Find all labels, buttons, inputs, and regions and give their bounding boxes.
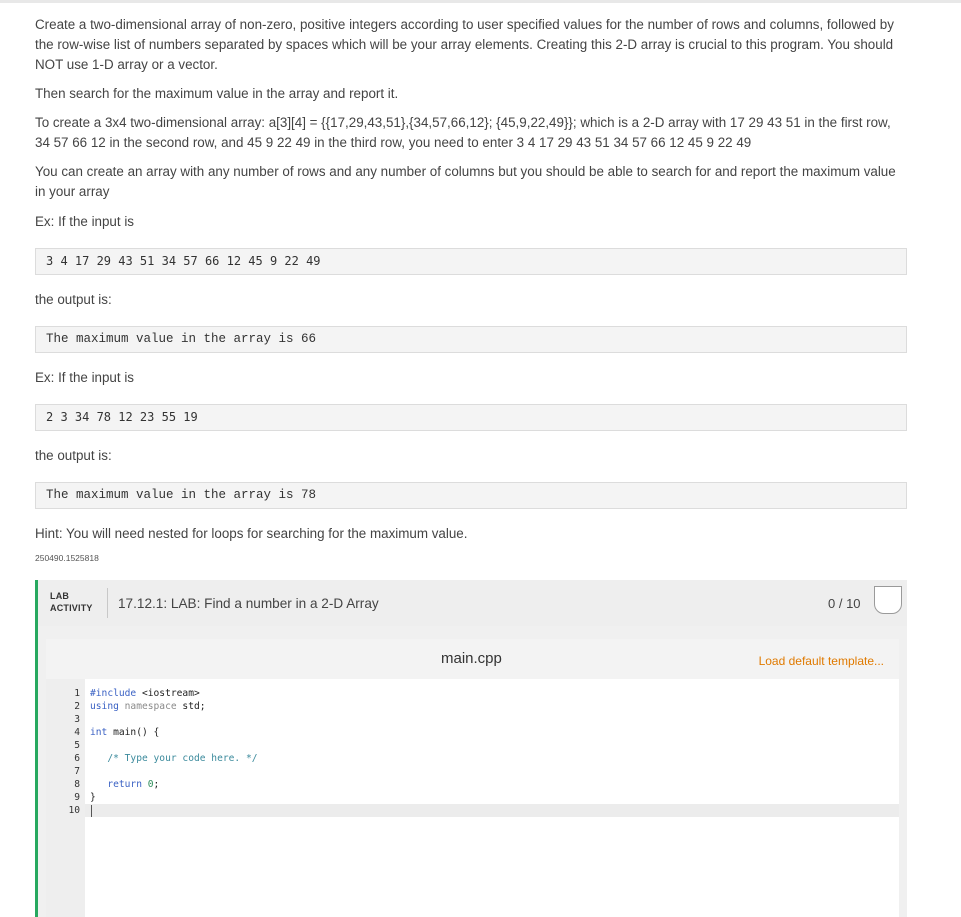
line-number: 7	[74, 766, 80, 777]
code-line	[46, 752, 899, 765]
line-number: 8	[74, 779, 80, 790]
code-editor	[46, 639, 899, 917]
code-line-text	[90, 778, 159, 791]
code-token: std;	[182, 701, 206, 712]
code-token: 0	[147, 779, 154, 790]
line-number: 1	[74, 688, 80, 699]
example-2-output-label: the output is:	[35, 448, 112, 463]
line-number: 10	[68, 805, 80, 816]
example-1-input: 3 4 17 29 43 51 34 57 66 12 45 9 22 49	[35, 248, 907, 275]
code-line	[46, 778, 899, 791]
lab-activity-tag	[50, 590, 93, 614]
code-token: ;	[153, 779, 160, 790]
code-line	[46, 726, 899, 739]
line-number: 5	[74, 740, 80, 751]
code-line	[46, 713, 899, 726]
hint-text: Hint: You will need nested for loops for searching for the maximum value.	[35, 526, 468, 541]
file-name: main.cpp	[441, 650, 502, 667]
line-number: 9	[74, 792, 80, 803]
line-number: 4	[74, 727, 80, 738]
lab-header	[38, 580, 907, 626]
example-2-input: 2 3 34 78 12 23 55 19	[35, 404, 907, 431]
example-1-output: The maximum value in the array is 66	[35, 326, 907, 353]
code-token	[90, 779, 107, 790]
code-token: #include	[90, 688, 142, 699]
code-token: using	[90, 701, 125, 712]
code-line-text	[90, 726, 159, 739]
lab-tag-line-1: LAB	[50, 591, 70, 601]
example-1-input-label: Ex: If the input is	[35, 214, 134, 229]
text-cursor	[91, 805, 92, 817]
description-paragraph-2: Then search for the maximum value in the array and report it.	[35, 86, 399, 101]
lab-title: 17.12.1: LAB: Find a number in a 2-D Array	[118, 596, 379, 611]
code-token: int	[90, 727, 114, 738]
lab-tag-line-2: ACTIVITY	[50, 603, 93, 613]
problem-description	[35, 15, 907, 202]
code-token: /* Type your code here. */	[90, 753, 258, 764]
code-token: namespace	[124, 701, 183, 712]
code-line-text	[90, 687, 200, 700]
code-token: return	[107, 779, 148, 790]
example-2-output: The maximum value in the array is 78	[35, 482, 907, 509]
example-2-input-label: Ex: If the input is	[35, 370, 134, 385]
editor-toolbar	[46, 639, 899, 679]
code-token: main() {	[113, 727, 160, 738]
line-number: 2	[74, 701, 80, 712]
code-line-text	[90, 791, 96, 804]
line-number: 3	[74, 714, 80, 725]
code-line	[46, 739, 899, 752]
description-paragraph-4: You can create an array with any number of rows and any number of columns but you should be able to search for and report the maximum value in your array	[35, 164, 896, 199]
example-1-output-label: the output is:	[35, 292, 112, 307]
line-number: 6	[74, 753, 80, 764]
problem-id: 250490.1525818	[35, 553, 99, 563]
code-line	[46, 791, 899, 804]
code-line	[46, 765, 899, 778]
load-default-template-link[interactable]: Load default template...	[758, 654, 884, 668]
lab-score: 0 / 10	[828, 596, 861, 611]
code-line-text	[90, 700, 206, 713]
score-badge-icon	[874, 586, 902, 614]
description-paragraph-3: To create a 3x4 two-dimensional array: a[3][4] = {{17,29,43,51},{34,57,66,12}; {45,9,22,49}}; which is a 2-D array with 17 29 43 51 in the first row, 34 57 66 12 in the second row, and 45 9 22 49 in the third row, you need to enter 3 4 17 29 43 51 34 57 66 12 45 9 22 49	[35, 115, 891, 150]
code-line	[46, 804, 899, 817]
code-token: <iostream>	[141, 688, 200, 699]
code-line	[46, 700, 899, 713]
code-token: }	[90, 792, 96, 803]
code-line-text	[90, 752, 258, 765]
lab-activity-panel	[35, 580, 907, 917]
description-paragraph-1: Create a two-dimensional array of non-zero, positive integers according to user specified values for the number of rows and columns, followed by the row-wise list of numbers separated by spaces which will be your array elements. Creating this 2-D array is crucial to this program. You should NOT use 1-D array or a vector.	[35, 17, 894, 72]
code-line	[46, 687, 899, 700]
lab-header-divider	[107, 588, 108, 618]
